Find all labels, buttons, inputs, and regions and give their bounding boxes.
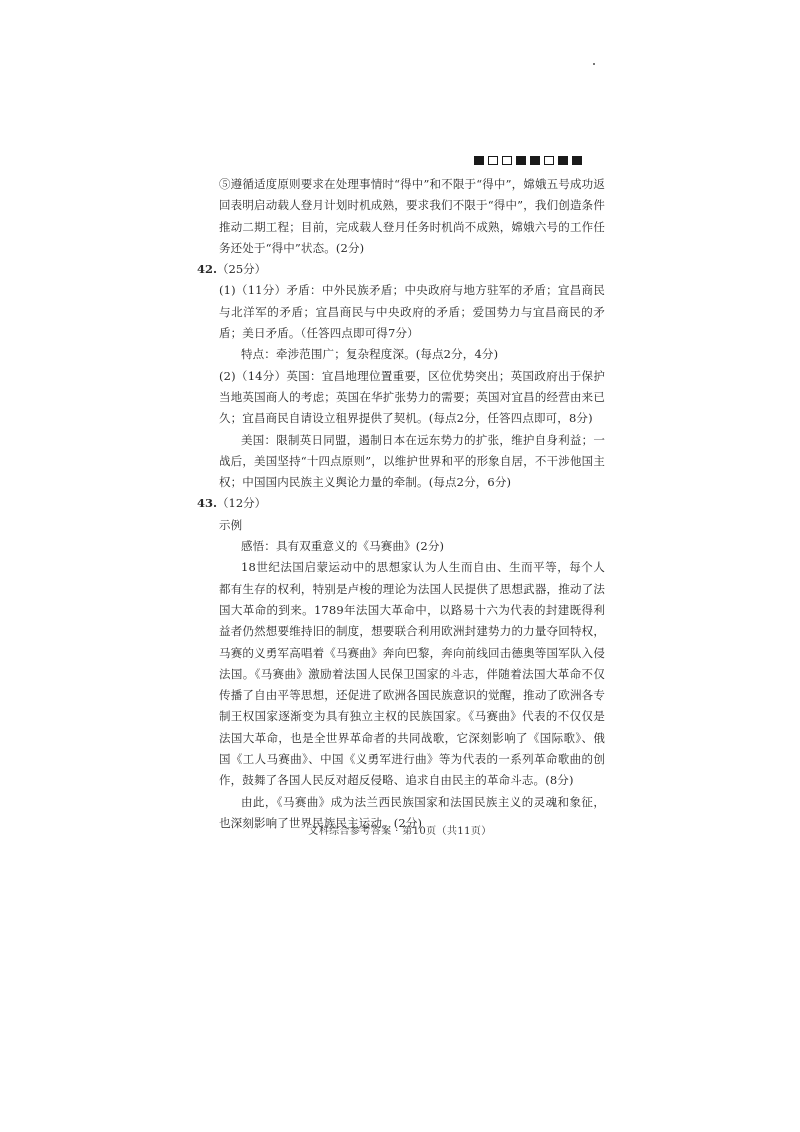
q43-body: 18世纪法国启蒙运动中的思想家认为人生而自由、生而平等，每个人都有生存的权利，特别是卢梭的理论为法国人民提供了思想武器，推动了法国大革命的到来。1789年法国大革命中，以路易十六为代表的封建既得利益者仍然想要维持旧的制度，想要联合利用欧洲封建势力的力量夺回特权，马赛的义勇军高唱着《马赛曲》奔向巴黎，奔向前线回击德奥等国军队入侵法国。《马赛曲》激励着法国人民保卫国家的斗志，伴随着法国大革命不仅传播了自由平等思想，还促进了欧洲各国民族意识的觉醒，推动了欧洲各专制王权国家逐渐变为具有独立主权的民族国家。《马赛曲》代表的不仅仅是法国大革命，也是全世界革命者的共同战歌，它深刻影响了《国际歌》、俄国《工人马赛曲》、中国《义勇军进行曲》等为代表的一系列革命歌曲的创作，鼓舞了各国人民反对超反侵略、追求自由民主的革命斗志。(8分) bbox=[219, 560, 605, 788]
square-mark bbox=[502, 156, 512, 165]
square-mark bbox=[516, 156, 526, 165]
q42-part1: (1)（11分）矛盾：中外民族矛盾；中央政府与地方驻军的矛盾；宜昌商民与北洋军的矛盾；宜昌商民与中央政府的矛盾；爱国势力与宜昌商民的矛盾；美日矛盾。（任答四点即可得7分） bbox=[219, 283, 605, 341]
q43-conclusion: 由此，《马赛曲》成为法兰西民族国家和法国民族主义的灵魂和象征，也深刻影响了世界民族民主运动。(2分) bbox=[219, 794, 605, 830]
question-42-header bbox=[197, 259, 605, 280]
q43-example-label: 示例 bbox=[219, 517, 243, 532]
page-footer: 文科综合参考答案 · 第10页（共11页） bbox=[308, 826, 492, 837]
square-mark bbox=[488, 156, 498, 165]
q42-part2-usa: 美国：限制英日同盟，遏制日本在远东势力的扩张，维护自身利益；一战后，美国坚持“十四点原则”，以维护世界和平的形象自居，不干涉他国主权；中国国内民族主义舆论力量的牵制。(每点2分，6分) bbox=[219, 432, 605, 490]
scan-speck bbox=[593, 63, 595, 65]
square-mark bbox=[530, 156, 540, 165]
square-mark bbox=[572, 156, 582, 165]
question-points: （25分） bbox=[217, 262, 267, 277]
question-points: （12分） bbox=[217, 496, 267, 511]
question-43-header bbox=[197, 493, 605, 514]
question-number: 42. bbox=[197, 262, 218, 277]
q43-insight: 感悟：具有双重意义的《马赛曲》(2分) bbox=[241, 539, 445, 554]
q42-part2: (2)（14分）英国：宜昌地理位置重要，区位优势突出；英国政府出于保护当地英国商人的考虑；英国在华扩张势力的需要；英国对宜昌的经营由来已久；宜昌商民自请设立租界提供了契机。(每点2分，任答四点即可，8分) bbox=[219, 368, 605, 426]
q42-part1-features: 特点：牵涉范围广；复杂程度深。(每点2分，4分) bbox=[241, 347, 499, 362]
square-mark bbox=[544, 156, 554, 165]
prev-answer-item: ⑤遵循适度原则要求在处理事情时“得中”和不限于“得中”，嫦娥五号成功返回表明启动载人登月计划时机成熟，要求我们不限于“得中”，我们创造条件推动二期工程；目前，完成载人登月任务时机尚不成熟，嫦娥六号的工作任务还处于“得中”状态。(2分) bbox=[219, 177, 605, 255]
answer-content bbox=[197, 174, 605, 834]
header-square-marks bbox=[474, 156, 582, 165]
square-mark bbox=[474, 156, 484, 165]
question-number: 43. bbox=[197, 496, 218, 511]
square-mark bbox=[558, 156, 568, 165]
